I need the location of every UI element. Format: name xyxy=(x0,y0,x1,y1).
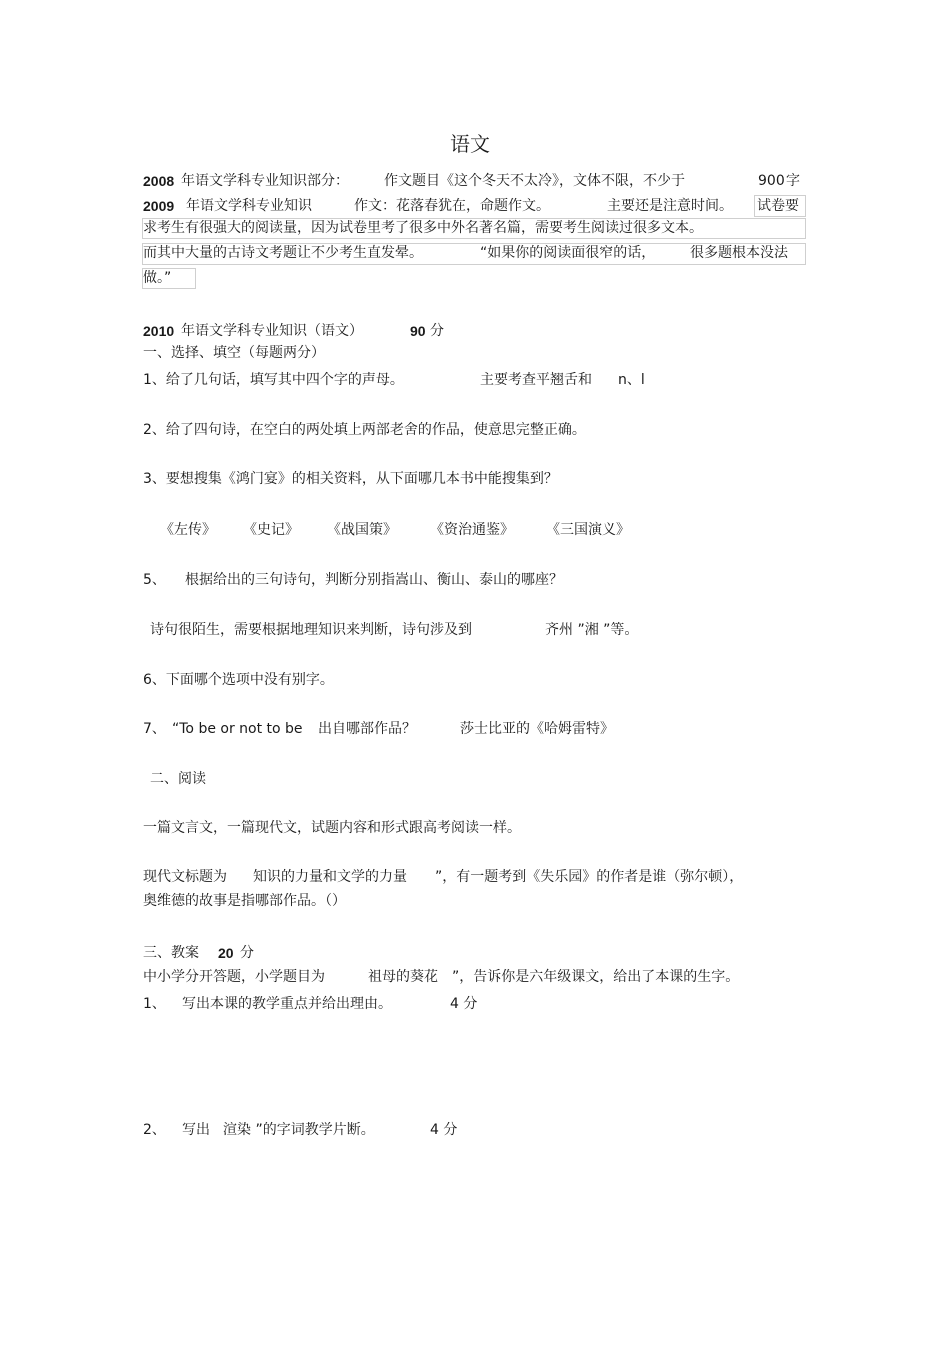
line3a-2009: 而其中大量的古诗文考题让不少考生直发晕。 xyxy=(143,245,423,261)
reading-paragraph: 奥维德的故事是指哪部作品。（） xyxy=(143,893,346,909)
line3b-2009: “如果你的阅读面很窄的话， xyxy=(480,245,656,261)
line3c-2009: 很多题根本没法 xyxy=(690,245,788,261)
question-1: 1、给了几句话，填写其中四个字的声母。 xyxy=(143,372,404,388)
lesson-question: 渲染 ”的字词教学片断。 xyxy=(223,1122,375,1138)
lesson-question-score: 4 分 xyxy=(450,996,478,1012)
count-2008: 900 xyxy=(758,173,785,189)
lesson-question-score: 4 分 xyxy=(430,1122,458,1138)
year-2008: 2008 xyxy=(143,173,175,189)
section-score: 20 xyxy=(218,945,234,961)
page-title: 语文 xyxy=(450,132,490,156)
reading-paragraph: 知识的力量和文学的力量 xyxy=(253,869,407,885)
question-5: 根据给出的三句诗句，判断分别指嵩山、衡山、泰山的哪座？ xyxy=(185,572,563,588)
question-7-number: 7、 xyxy=(143,721,166,737)
book-option: 《战国策》 xyxy=(327,522,397,538)
label-2008: 年语文学科专业知识部分： xyxy=(181,173,349,189)
lesson-question: 写出 xyxy=(182,1122,210,1138)
reading-paragraph: 一篇文言文，一篇现代文，试题内容和形式跟高考阅读一样。 xyxy=(143,820,521,836)
lesson-intro: ”，告诉你是六年级课文，给出了本课的生字。 xyxy=(452,969,740,985)
year-2010: 2010 xyxy=(143,323,175,339)
reading-paragraph: ”，有一题考到《失乐园》的作者是谁（弥尔顿）， xyxy=(435,869,744,885)
question-7-quote: “To be or not to be xyxy=(172,721,303,737)
question-5-note: 诗句很陌生，需要根据地理知识来判断，诗句涉及到 xyxy=(150,622,472,638)
question-3: 3、要想搜集《鸿门宴》的相关资料，从下面哪几本书中能搜集到？ xyxy=(143,471,558,487)
label-2009: 年语文学科专业知识 xyxy=(186,198,312,214)
section-score-unit: 分 xyxy=(240,945,254,961)
note-2009: 主要还是注意时间。 xyxy=(607,198,733,214)
section-heading: 一、选择、填空（每题两分） xyxy=(143,345,325,361)
score-unit-2010: 分 xyxy=(430,323,444,339)
question-5-places: 齐州 ”湘 ”等。 xyxy=(545,622,639,638)
unit-2008: 字 xyxy=(786,173,800,189)
task-2008: 作文题目《这个冬天不太冷》，文体不限，不少于 xyxy=(384,173,685,189)
question-7-answer: 莎士比亚的《哈姆雷特》 xyxy=(460,721,614,737)
lesson-question: 写出本课的教学重点并给出理由。 xyxy=(182,996,392,1012)
reading-paragraph: 现代文标题为 xyxy=(143,869,227,885)
label-2010: 年语文学科专业知识（语文） xyxy=(181,323,363,339)
question-7: 出自哪部作品？ xyxy=(318,721,416,737)
tail-2009: 试卷要 xyxy=(757,198,799,214)
question-6: 6、下面哪个选项中没有别字。 xyxy=(143,672,334,688)
score-2010: 90 xyxy=(410,323,426,339)
book-option: 《左传》 xyxy=(160,522,216,538)
book-option: 《三国演义》 xyxy=(546,522,630,538)
line2-2009: 求考生有很强大的阅读量，因为试卷里考了很多中外名著名篇，需要考生阅读过很多文本。 xyxy=(143,220,703,236)
question-5-number: 5、 xyxy=(143,572,166,588)
lesson-intro: 祖母的葵花 xyxy=(368,969,438,985)
year-2009: 2009 xyxy=(143,198,175,214)
lesson-intro: 中小学分开答题，小学题目为 xyxy=(143,969,325,985)
question-2: 2、给了四句诗，在空白的两处填上两部老舍的作品，使意思完整正确。 xyxy=(143,422,586,438)
section-heading: 二、阅读 xyxy=(150,771,206,787)
section-heading: 三、教案 xyxy=(143,945,199,961)
task-2009: 作文：花落春犹在，命题作文。 xyxy=(354,198,550,214)
question-1-letters: n、l xyxy=(618,372,645,388)
book-option: 《资治通鉴》 xyxy=(430,522,514,538)
lesson-question-number: 2、 xyxy=(143,1122,166,1138)
question-1-note: 主要考查平翘舌和 xyxy=(480,372,592,388)
lesson-question-number: 1、 xyxy=(143,996,166,1012)
line4-2009: 做。” xyxy=(143,270,172,286)
book-option: 《史记》 xyxy=(243,522,299,538)
